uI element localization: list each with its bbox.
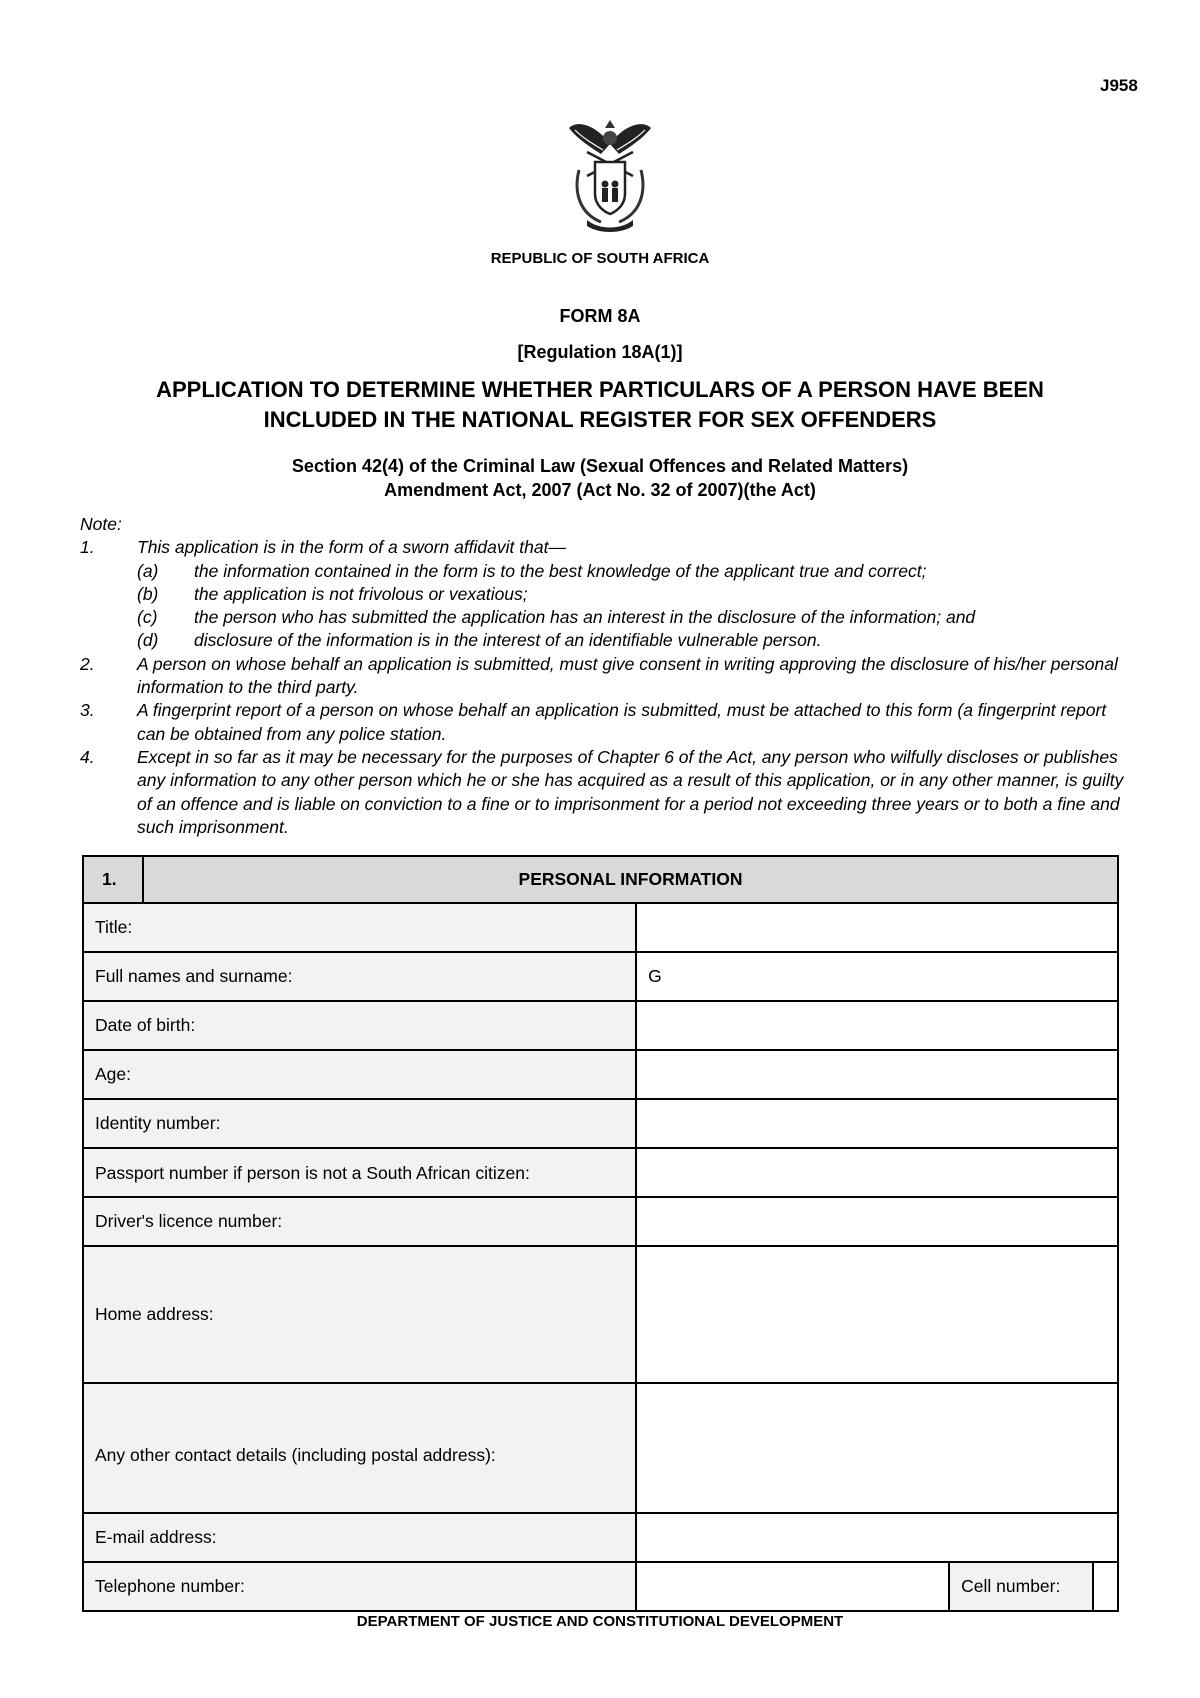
other-contact-label: Any other contact details (including postal address):: [83, 1383, 636, 1513]
passport-field[interactable]: [636, 1148, 1118, 1197]
telephone-label: Telephone number:: [83, 1562, 636, 1611]
sub-note-item: [80, 560, 1130, 583]
telephone-field[interactable]: [636, 1562, 949, 1611]
email-field[interactable]: [636, 1513, 1118, 1562]
section-number: 1.: [83, 856, 143, 903]
form-row-passport: [83, 1148, 1118, 1197]
section-header-row: [83, 856, 1118, 903]
act-reference-line-2: Amendment Act, 2007 (Act No. 32 of 2007)(the Act): [384, 480, 816, 500]
regulation-reference: [Regulation 18A(1)]: [517, 342, 683, 362]
licence-field[interactable]: [636, 1197, 1118, 1246]
sub-note-letter: (c): [137, 607, 158, 628]
full-names-field[interactable]: G: [636, 952, 1118, 1001]
act-reference: [0, 454, 1200, 502]
note-text: Except in so far as it may be necessary for the purposes of Chapter 6 of the Act, any person who wilfully discloses or publishes any information to any other person which he or she has acquired as a result of this application, or in any other manner, is guilty of an offence and is liable on conviction to a fine or to imprisonment for a period not exceeding three years or to both a fine and such imprisonment.: [137, 746, 1124, 837]
form-title-line-1: APPLICATION TO DETERMINE WHETHER PARTICULARS OF A PERSON HAVE BEEN: [156, 377, 1044, 402]
sub-note-text: the information contained in the form is to the best knowledge of the applicant true and correct;: [194, 560, 927, 581]
form-row-id-number: [83, 1099, 1118, 1148]
sub-note-item: [80, 629, 1130, 652]
note-text: A fingerprint report of a person on whose behalf an application is submitted, must be attached to this form (a fingerprint report can be obtained from any police station.: [137, 700, 1107, 744]
note-number: 1.: [80, 537, 95, 558]
other-contact-field[interactable]: [636, 1383, 1118, 1513]
department-footer: DEPARTMENT OF JUSTICE AND CONSTITUTIONAL DEVELOPMENT: [356, 1613, 844, 1630]
sub-note-text: the application is not frivolous or vexatious;: [194, 583, 528, 604]
section-title: PERSONAL INFORMATION: [143, 856, 1118, 903]
licence-label: Driver's licence number:: [83, 1197, 636, 1246]
note-item: [80, 536, 1130, 559]
note-text: A person on whose behalf an application is submitted, must give consent in writing approving the disclosure of his/her personal information to the third party.: [137, 653, 1118, 698]
age-label: Age:: [83, 1050, 636, 1099]
note-label: Note:: [80, 514, 122, 534]
form-title: [0, 375, 1200, 435]
form-row-age: [83, 1050, 1118, 1099]
dob-field[interactable]: [636, 1001, 1118, 1050]
form-row-dob: [83, 1001, 1118, 1050]
act-reference-line-1: Section 42(4) of the Criminal Law (Sexual Offences and Related Matters): [291, 456, 909, 476]
dob-label: Date of birth:: [83, 1001, 636, 1050]
form-row-full-names: [83, 952, 1118, 1001]
form-code: J958: [1100, 76, 1138, 95]
form-row-home-address: [83, 1246, 1118, 1383]
note-text: This application is in the form of a sworn affidavit that—: [137, 537, 566, 558]
form-row-phone: [83, 1562, 1118, 1611]
cell-label: Cell number:: [949, 1562, 1093, 1611]
id-number-label: Identity number:: [83, 1099, 636, 1148]
sub-note-letter: (a): [137, 560, 159, 581]
form-number: FORM 8A: [559, 306, 641, 326]
full-names-label: Full names and surname:: [83, 952, 636, 1001]
form-row-other-contact: [83, 1383, 1118, 1513]
title-label: Title:: [83, 903, 636, 952]
note-item: [80, 746, 1130, 839]
title-field[interactable]: [636, 903, 1118, 952]
note-number: 4.: [80, 746, 95, 767]
form-row-email: [83, 1513, 1118, 1562]
form-row-licence: [83, 1197, 1118, 1246]
coat-of-arms-icon: [565, 114, 655, 234]
personal-information-table: [82, 855, 1119, 1612]
sub-note-letter: (d): [137, 630, 159, 651]
cell-field[interactable]: [1093, 1562, 1118, 1611]
form-row-title: [83, 903, 1118, 952]
sub-note-letter: (b): [137, 583, 159, 604]
note-number: 3.: [80, 700, 95, 721]
sub-note-item: [80, 606, 1130, 629]
passport-label: Passport number if person is not a South African citizen:: [83, 1148, 636, 1197]
sub-note-text: disclosure of the information is in the interest of an identifiable vulnerable person.: [194, 630, 822, 651]
note-item: [80, 653, 1130, 700]
home-address-field[interactable]: [636, 1246, 1118, 1383]
email-label: E-mail address:: [83, 1513, 636, 1562]
note-number: 2.: [80, 653, 95, 674]
form-title-line-2: INCLUDED IN THE NATIONAL REGISTER FOR SEX OFFENDERS: [263, 407, 937, 432]
home-address-label: Home address:: [83, 1246, 636, 1383]
sub-note-item: [80, 583, 1130, 606]
note-item: [80, 699, 1130, 746]
country-heading: REPUBLIC OF SOUTH AFRICA: [490, 250, 710, 267]
notes-block: [80, 513, 1130, 839]
sub-note-text: the person who has submitted the application has an interest in the disclosure of the information; and: [194, 607, 976, 628]
id-number-field[interactable]: [636, 1099, 1118, 1148]
age-field[interactable]: [636, 1050, 1118, 1099]
